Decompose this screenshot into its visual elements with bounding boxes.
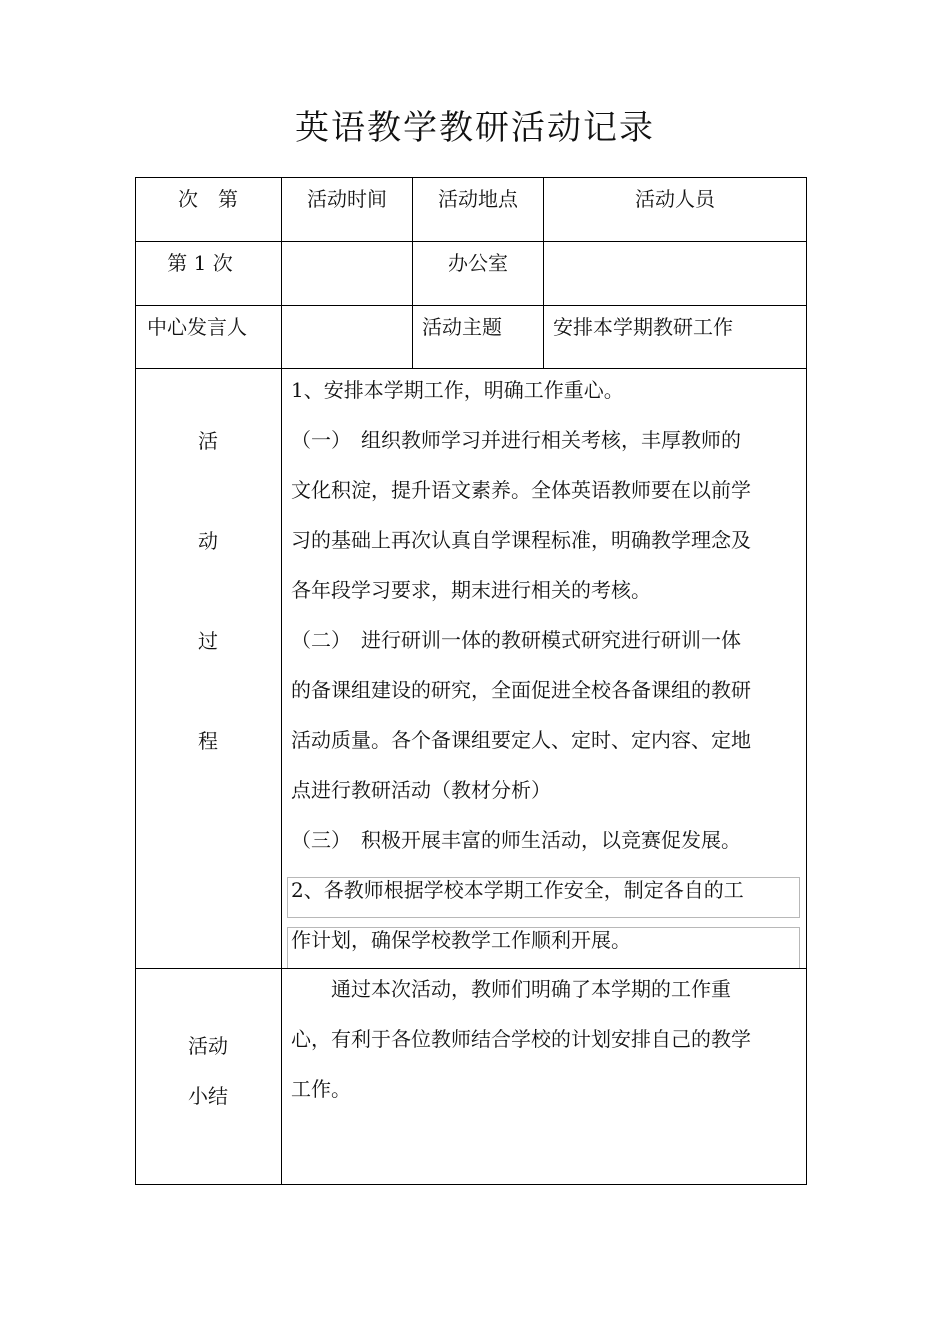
summary-label-line-2: 小结	[188, 1084, 228, 1108]
process-line: 2、各教师根据学校本学期工作安全，制定各自的工	[291, 878, 744, 902]
process-label-char: 动	[198, 529, 218, 553]
header-sequence: 次 第	[178, 187, 238, 211]
summary-label-line-1: 活动	[188, 1034, 228, 1058]
process-line: 活动质量。各个备课组要定人、定时、定内容、定地	[291, 728, 751, 752]
speaker-label: 中心发言人	[147, 315, 247, 339]
header-activity-place: 活动地点	[438, 187, 518, 211]
summary-line: 通过本次活动，教师们明确了本学期的工作重	[291, 977, 731, 1001]
process-line: 习的基础上再次认真自学课程标准，明确教学理念及	[291, 528, 751, 552]
process-line: 各年段学习要求，期末进行相关的考核。	[291, 578, 651, 602]
process-line: 作计划，确保学校教学工作顺利开展。	[291, 928, 631, 952]
topic-value: 安排本学期教研工作	[553, 315, 733, 339]
table-row-divider-2	[135, 305, 807, 306]
process-label-char: 过	[198, 629, 218, 653]
topic-label: 活动主题	[422, 315, 502, 339]
header-activity-time: 活动时间	[307, 187, 387, 211]
table-row-divider-1	[135, 241, 807, 242]
table-border-right	[806, 177, 807, 1185]
activity-record-table	[135, 177, 807, 1185]
summary-line: 工作。	[291, 1077, 351, 1101]
header-activity-people: 活动人员	[635, 187, 715, 211]
process-line: 点进行教研活动（教材分析）	[291, 778, 551, 802]
process-line: 1、安排本学期工作，明确工作重心。	[291, 378, 624, 402]
process-label-char: 活	[198, 429, 218, 453]
process-line: （一） 组织教师学习并进行相关考核，丰厚教师的	[291, 428, 741, 452]
session-number: 第 1 次	[167, 251, 233, 275]
process-line: （二） 进行研训一体的教研模式研究进行研训一体	[291, 628, 741, 652]
table-border-top	[135, 177, 807, 178]
process-label-char: 程	[198, 729, 218, 753]
activity-place-value: 办公室	[448, 251, 508, 275]
table-border-bottom	[135, 1184, 807, 1185]
process-label	[135, 369, 281, 969]
table-col-divider-1	[281, 177, 282, 1185]
process-line: 文化积淀，提升语文素养。全体英语教师要在以前学	[291, 478, 751, 502]
summary-line: 心，有利于各位教师结合学校的计划安排自己的教学	[291, 1027, 751, 1051]
process-line: （三） 积极开展丰富的师生活动，以竞赛促发展。	[291, 828, 741, 852]
process-line: 的备课组建设的研究，全面促进全校各备课组的教研	[291, 678, 751, 702]
document-title: 英语教学教研活动记录	[295, 108, 655, 148]
